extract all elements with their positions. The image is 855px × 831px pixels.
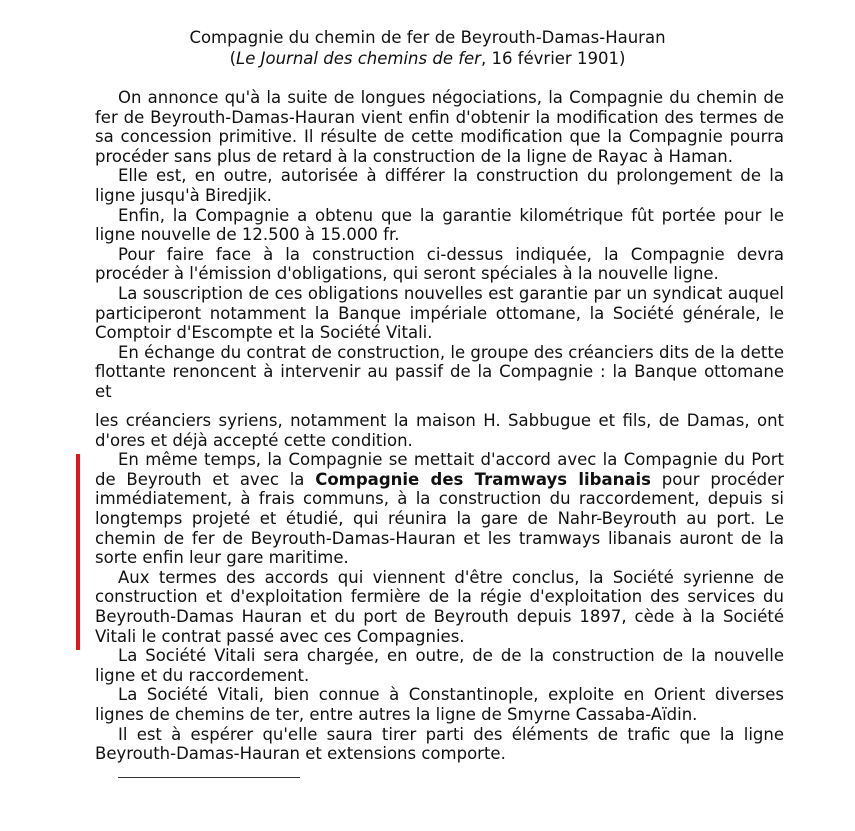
article-body-part-2 [95, 411, 784, 764]
paragraph-6-continued: les créanciers syriens, notamment la maison H. Sabbugue et fils, de Damas, ont d'ores et déjà accepté cette condition. [95, 411, 784, 450]
source-open-paren: ( [229, 49, 237, 68]
article-header [0, 27, 855, 69]
margin-highlight-bar [76, 454, 80, 650]
paragraph-4: Pour faire face à la construction ci-dessus indiquée, la Compagnie devra procéder à l'émission d'obligations, qui seront spéciales à la nouvelle ligne. [95, 244, 784, 284]
source-journal: Le Journal des chemins de fer [236, 49, 481, 68]
paragraph-7 [95, 450, 784, 568]
footnote-separator-rule [118, 777, 300, 778]
paragraph-3: Enfin, la Compagnie a obtenu que la garantie kilométrique fût portée pour le ligne nouvelle de 12.500 à 15.000 fr. [95, 205, 784, 245]
paragraph-7-end: pour procéder immédiatement, à frais communs, à la construction du raccordement, depuis si longtemps projeté et étudié, qui réunira la gare de Nahr-Beyrouth au port. Le chemin de fer de Beyrouth-Damas-Hauran et les tramways libanais auront de la sorte enfin leur gare maritime. [95, 469, 785, 568]
paragraph-9: La Société Vitali sera chargée, en outre, de de la construction de la nouvelle ligne et du raccordement. [95, 646, 784, 685]
paragraph-6: En échange du contrat de construction, le groupe des créanciers dits de la dette flottante renoncent à intervenir au passif de la Compagnie : la Banque ottomane et [95, 342, 784, 401]
paragraph-8: Aux termes des accords qui viennent d'être conclus, la Société syrienne de construction et d'exploitation fermière de la régie d'exploitation des services du Beyrouth-Damas Hauran et du port de Beyrouth depuis 1897, cède à la Société Vitali le contrat passé avec ces Compagnies. [95, 567, 784, 646]
paragraph-1: On annonce qu'à la suite de longues négociations, la Compagnie du chemin de fer de Beyrouth-Damas-Hauran vient enfin d'obtenir la modification des termes de sa concession primitive. Il résulte de cette modification que la Compagnie pourra procéder sans plus de retard à la construction de la ligne de Rayac à Haman. [95, 88, 784, 166]
tramways-company-name: Compagnie des Tramways libanais [315, 469, 651, 489]
source-date: , 16 février 1901) [480, 49, 626, 68]
paragraph-10: La Société Vitali, bien connue à Constantinople, exploite en Orient diverses lignes de chemins de ter, entre autres la ligne de Smyrne Cassaba-Aïdin. [95, 685, 784, 724]
article-title: Compagnie du chemin de fer de Beyrouth-Damas-Hauran [189, 28, 666, 47]
article-body-part-1 [95, 88, 784, 402]
paragraph-2: Elle est, en outre, autorisée à différer la construction du prolongement de la ligne jusqu'à Biredjik. [95, 166, 784, 205]
paragraph-11: Il est à espérer qu'elle saura tirer parti des éléments de trafic que la ligne Beyrouth-Damas-Hauran et extensions comporte. [95, 724, 784, 764]
paragraph-7-start: En même temps, la Compagnie se mettait d'accord avec la Compagnie du Port de Beyrouth et avec la [95, 450, 784, 489]
article-source [0, 48, 855, 69]
paragraph-5: La souscription de ces obligations nouvelles est garantie par un syndicat auquel participeront notamment la Banque impériale ottomane, la Société générale, le Comptoir d'Escompte et la Société Vitali. [95, 283, 784, 343]
